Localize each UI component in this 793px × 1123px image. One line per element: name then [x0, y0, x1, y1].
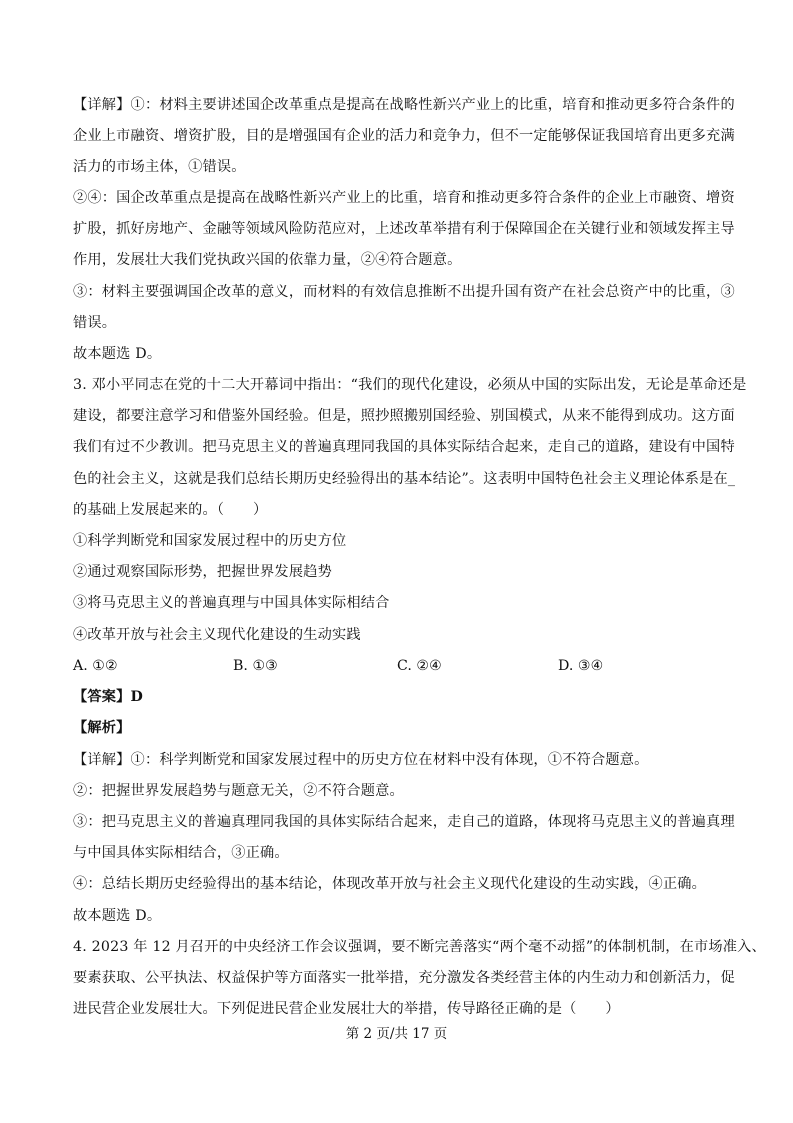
option-a: A. ①② — [73, 658, 118, 674]
question-3-item-4: ④改革开放与社会主义现代化建设的生动实践 — [73, 627, 361, 643]
option-b: B. ①③ — [233, 658, 278, 674]
detail-line-1: 【详解】①：科学判断党和国家发展过程中的历史方位在材料中没有体现，①不符合题意。 — [73, 752, 649, 768]
analysis-line-4: ②④：国企改革重点是提高在战略性新兴产业上的比重，培育和推动更多符合条件的企业上市融资、增资 — [73, 190, 735, 206]
analysis-line-5: 扩股，抓好房地产、金融等领域风险防范应对，上述改革举措有利于保障国企在关键行业和领域发挥主导 — [73, 221, 735, 237]
question-3-line-5: 的基础上发展起来的。（ ） — [73, 502, 268, 518]
analysis-label: 【解析】 — [73, 720, 131, 736]
question-3-line-3: 我们有过不少教训。把马克思主义的普遍真理同我国的具体实际结合起来，走自己的道路，建设有中国特 — [73, 439, 735, 455]
question-3-line-1: 3. 邓小平同志在党的十二大开幕词中指出：“我们的现代化建设，必须从中国的实际出发，无论是革命还是 — [73, 377, 747, 393]
option-c: C. ②④ — [397, 658, 442, 674]
page-footer: 第 2 页/共 17 页 — [345, 1026, 448, 1042]
question-3-item-3: ③将马克思主义的普遍真理与中国具体实际相结合 — [73, 595, 390, 611]
question-3-item-1: ①科学判断党和国家发展过程中的历史方位 — [73, 533, 347, 549]
question-4-line-3: 进民营企业发展壮大。下列促进民营企业发展壮大的举措，传导路径正确的是（ ） — [73, 1001, 620, 1017]
analysis-line-2: 企业上市融资、增资扩股，目的是增强国有企业的活力和竞争力，但不一定能够保证我国培育出更多充满 — [73, 128, 735, 144]
detail-line-3: ③：把马克思主义的普遍真理同我国的具体实际结合起来，走自己的道路，体现将马克思主义的普遍真理 — [73, 814, 735, 830]
question-3-item-2: ②通过观察国际形势，把握世界发展趋势 — [73, 564, 332, 580]
analysis-line-7: ③：材料主要强调国企改革的意义，而材料的有效信息推断不出提升国有资产在社会总资产中的比重，③ — [73, 284, 735, 300]
question-3-line-2: 建设，都要注意学习和借鉴外国经验。但是，照抄照搬别国经验、别国模式，从来不能得到成功。这方面 — [73, 408, 735, 424]
answer-conclusion-line-2: 故本题选 D。 — [73, 908, 162, 924]
option-d: D. ③④ — [558, 658, 604, 674]
detail-line-2: ②：把握世界发展趋势与题意无关，②不符合题意。 — [73, 783, 404, 799]
answer-conclusion-line: 故本题选 D。 — [73, 346, 162, 362]
question-4-line-2: 要素获取、公平执法、权益保护等方面落实一批举措，充分激发各类经营主体的内生动力和创新活力，促 — [73, 970, 735, 986]
analysis-line-8: 错误。 — [73, 315, 117, 331]
question-4-line-1: 4. 2023 年 12 月召开的中央经济工作会议强调，要不断完善落实“两个毫不动摇”的体制机制，在市场准入、 — [73, 939, 766, 955]
analysis-line-6: 作用，发展壮大我们党执政兴国的依靠力量，②④符合题意。 — [73, 252, 462, 268]
detail-line-4: 与中国具体实际相结合，③正确。 — [73, 845, 289, 861]
analysis-line-3: 活力的市场主体，①错误。 — [73, 159, 246, 175]
detail-line-5: ④：总结长期历史经验得出的基本结论，体现改革开放与社会主义现代化建设的生动实践，④正确。 — [73, 876, 707, 892]
question-3-line-4: 色的社会主义，这就是我们总结长期历史经验得出的基本结论”。这表明中国特色社会主义理论体系是在_ — [73, 471, 736, 487]
analysis-line-1: 【详解】①：材料主要讲述国企改革重点是提高在战略性新兴产业上的比重，培育和推动更多符合条件的 — [73, 97, 735, 113]
answer-label: 【答案】D — [73, 689, 144, 705]
